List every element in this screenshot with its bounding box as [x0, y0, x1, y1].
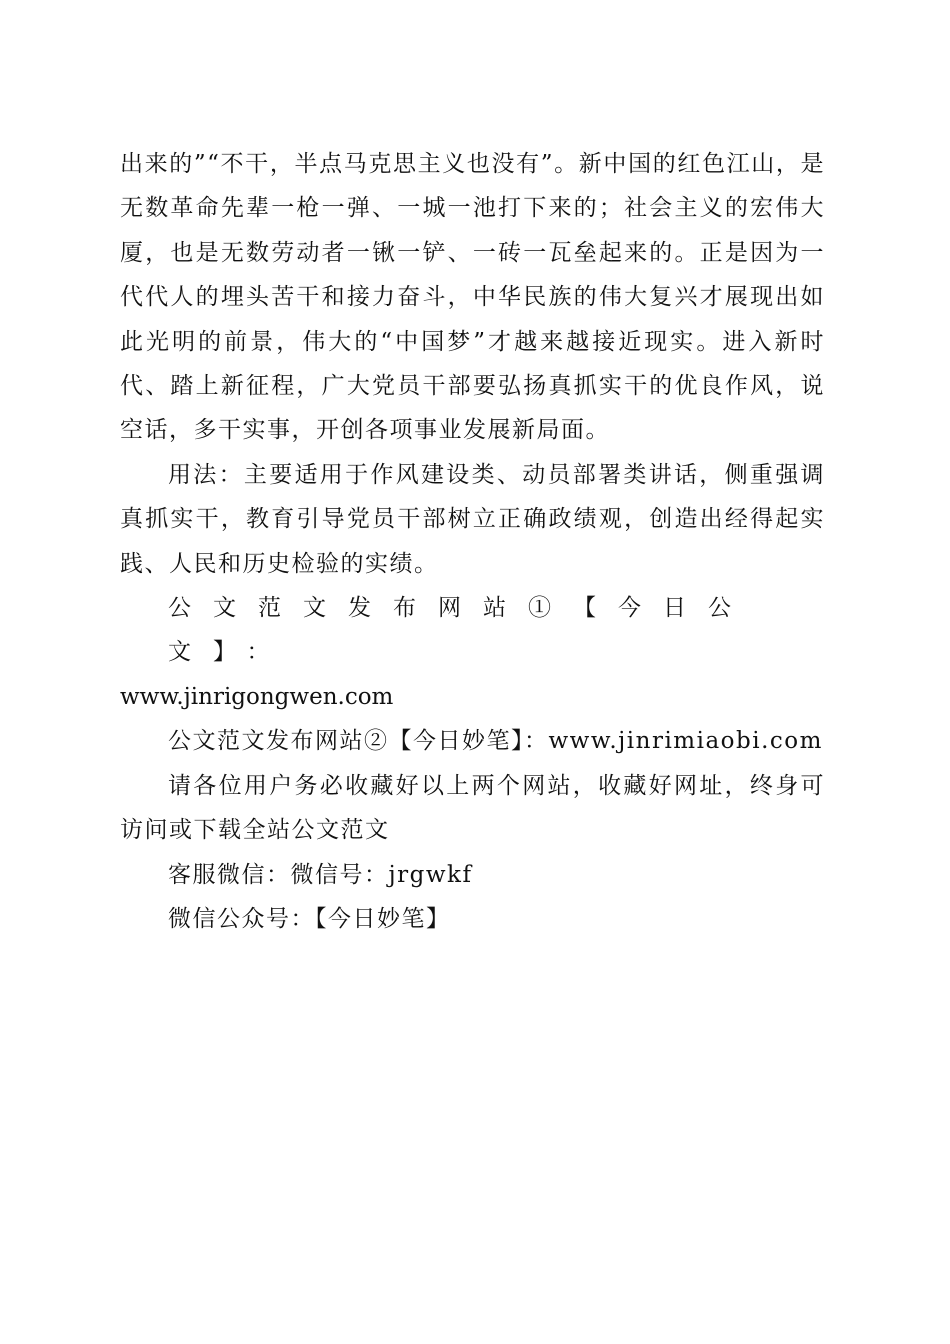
website-1-line	[120, 586, 825, 719]
website-1-label: 公文范文发布网站①【今日公文】：	[168, 595, 753, 666]
bookmark-notice: 请各位用户务必收藏好以上两个网站，收藏好网址，终身可访问或下载全站公文范文	[120, 772, 825, 844]
body-paragraph-1: 出来的”“不干，半点马克思主义也没有”。新中国的红色江山，是无数革命先辈一枪一弹、一城一池打下来的；社会主义的宏伟大厦，也是无数劳动者一锹一铲、一砖一瓦垒起来的。正是因为一代代人的埋头苦干和接力奋斗，中华民族的伟大复兴才展现出如此光明的前景，伟大的“中国梦”才越来越接近现实。进入新时代、踏上新征程，广大党员干部要弘扬真抓实干的优良作风，说空话，多干实事，开创各项事业发展新局面。	[120, 151, 825, 444]
website-1-url: www.jinrigongwen.com	[120, 683, 394, 710]
website-2-line: 公文范文发布网站②【今日妙笔】：www.jinrimiaobi.com	[168, 728, 823, 755]
document-page	[120, 142, 825, 941]
usage-paragraph: 用法：主要适用于作风建设类、动员部署类讲话，侧重强调真抓实干，教育引导党员干部树立正确政绩观，创造出经得起实践、人民和历史检验的实绩。	[120, 461, 825, 577]
wechat-service-line: 客服微信：微信号：jrgwkf	[168, 861, 473, 888]
wechat-account-line: 微信公众号：【今日妙笔】	[168, 905, 451, 932]
